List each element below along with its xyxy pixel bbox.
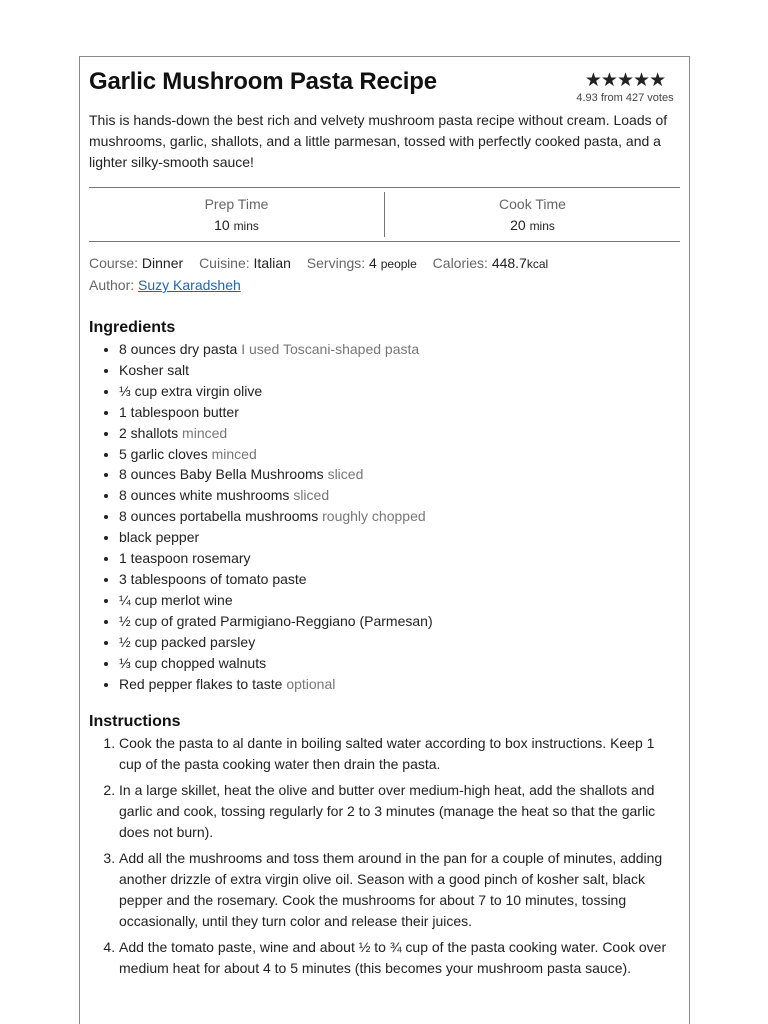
rating-votes: 4.93 from 427 votes: [576, 92, 674, 104]
calories-unit: kcal: [526, 257, 549, 271]
servings-value: 4: [369, 255, 377, 271]
ingredient-text: ⅓ cup chopped walnuts: [119, 654, 267, 671]
star-icon[interactable]: ★: [584, 70, 601, 91]
ingredient-text: ½ cup packed parsley: [119, 633, 256, 650]
recipe-header: [89, 67, 680, 107]
ingredient-item: [119, 402, 680, 423]
recipe-title: Garlic Mushroom Pasta Recipe: [89, 68, 437, 95]
ingredient-text: 8 ounces portabella mushrooms: [119, 508, 319, 525]
ingredient-text: ½ cup of grated Parmigiano-Reggiano (Parmesan): [119, 612, 433, 629]
cook-time: [384, 192, 680, 237]
ingredient-text: black pepper: [119, 529, 200, 546]
star-icon[interactable]: ★: [633, 70, 650, 91]
ingredient-item: [119, 381, 680, 402]
ingredient-item: [119, 569, 680, 590]
ingredient-note: minced: [182, 424, 228, 441]
cuisine-value: Italian: [253, 255, 291, 271]
ingredient-text: ⅓ cup extra virgin olive: [119, 382, 263, 399]
ingredient-text: ¼ cup merlot wine: [119, 591, 233, 608]
ingredient-item: [119, 590, 680, 611]
recipe-meta: [89, 253, 680, 296]
course-value: Dinner: [141, 255, 184, 271]
cook-time-label: Cook Time: [499, 196, 566, 212]
ingredient-text: 8 ounces white mushrooms: [119, 487, 290, 504]
ingredient-text: 1 teaspoon rosemary: [119, 550, 251, 567]
prep-time-unit: mins: [233, 219, 259, 233]
ingredients-heading: Ingredients: [89, 319, 176, 336]
ingredient-item: [119, 423, 680, 444]
servings-label: Servings:: [306, 255, 366, 271]
ingredient-note: sliced: [327, 466, 364, 483]
ingredient-item: [119, 674, 680, 695]
calories-label: Calories:: [432, 255, 488, 271]
author-link[interactable]: Suzy Karadsheh: [138, 277, 241, 293]
cook-time-unit: mins: [529, 219, 555, 233]
ingredient-text: 3 tablespoons of tomato paste: [119, 570, 307, 587]
ingredient-note: I used Toscani-shaped pasta: [241, 341, 420, 357]
cook-time-number: 20: [510, 217, 526, 233]
cook-time-value: [385, 214, 680, 237]
instructions-heading: Instructions: [89, 713, 181, 731]
ingredient-text: 2 shallots: [119, 424, 179, 441]
ingredient-text: 5 garlic cloves: [119, 445, 208, 462]
ingredient-item: [119, 339, 680, 360]
recipe-card: [79, 56, 690, 1024]
calories-number: 448.7: [491, 255, 527, 271]
instruction-step: 4. Add the tomato paste, wine and about ½ to ¾ cup of the pasta cooking water. Cook over medium heat for about 4 to 5 minutes (this becomes your mushroom pasta sauce).: [119, 937, 680, 979]
prep-time-label: Prep Time: [204, 196, 269, 212]
prep-time-number: 10: [214, 217, 230, 233]
course-label: Course:: [89, 255, 139, 271]
ingredient-note: minced: [211, 445, 257, 462]
star-icon[interactable]: ★: [616, 70, 634, 91]
recipe-times: [89, 187, 680, 242]
ingredient-note: sliced: [293, 487, 330, 504]
ingredient-item: [119, 611, 680, 632]
rating[interactable]: [570, 71, 680, 104]
ingredient-item: [119, 653, 680, 674]
ingredients-list: [89, 339, 680, 694]
ingredient-item: [119, 360, 680, 381]
ingredient-note: roughly chopped: [322, 508, 426, 525]
author-label: Author:: [89, 277, 135, 293]
ingredient-text: 8 ounces dry pasta: [119, 341, 238, 357]
cuisine-label: Cuisine:: [199, 255, 250, 271]
ingredient-item: [119, 485, 680, 506]
star-icon[interactable]: ★: [649, 70, 666, 91]
ingredient-text: 8 ounces Baby Bella Mushrooms: [119, 466, 324, 483]
ingredient-item: [119, 527, 680, 548]
ingredient-text: Kosher salt: [119, 361, 190, 378]
prep-time: [89, 188, 384, 241]
ingredient-note: optional: [286, 675, 336, 692]
instruction-step: 1. Cook the pasta to al dante in boiling salted water according to box instructions. Keep 1 cup of the pasta cooking water then drain the pasta.: [119, 733, 680, 775]
ingredient-item: [119, 464, 680, 485]
recipe-summary: This is hands-down the best rich and velvety mushroom pasta recipe without cream. Loads of mushrooms, garlic, shallots, and a little parmesan, tossed with perfectly cooked pasta, and a lighter silky-smooth sauce!: [89, 112, 668, 170]
ingredient-item: [119, 506, 680, 527]
prep-time-value: [89, 214, 384, 237]
author-row: [89, 275, 680, 296]
instruction-step: 2. In a large skillet, heat the olive and butter over medium-high heat, add the shallots and garlic and cook, tossing regularly for 2 to 3 minutes (manage the heat so that the garlic does not burn).: [119, 780, 680, 843]
star-icon[interactable]: ★: [600, 70, 617, 91]
calories-value: [492, 255, 548, 271]
ingredient-item: [119, 444, 680, 465]
instruction-step: 3. Add all the mushrooms and toss them around in the pan for a couple of minutes, adding another drizzle of extra virgin olive oil. Season with a good pinch of kosher salt, black pepper and the rosemary. Cook the mushrooms for about 7 to 10 minutes, tossing occasionally, until they turn color and release their juices.: [119, 848, 680, 932]
ingredient-item: [119, 632, 680, 653]
rating-stars[interactable]: [570, 71, 680, 91]
instructions-list: [89, 733, 680, 979]
meta-row: [89, 253, 680, 275]
ingredient-item: [119, 548, 680, 569]
servings-unit: people: [380, 257, 417, 271]
ingredient-text: Red pepper flakes to taste: [119, 675, 283, 692]
ingredient-text: 1 tablespoon butter: [119, 403, 239, 420]
